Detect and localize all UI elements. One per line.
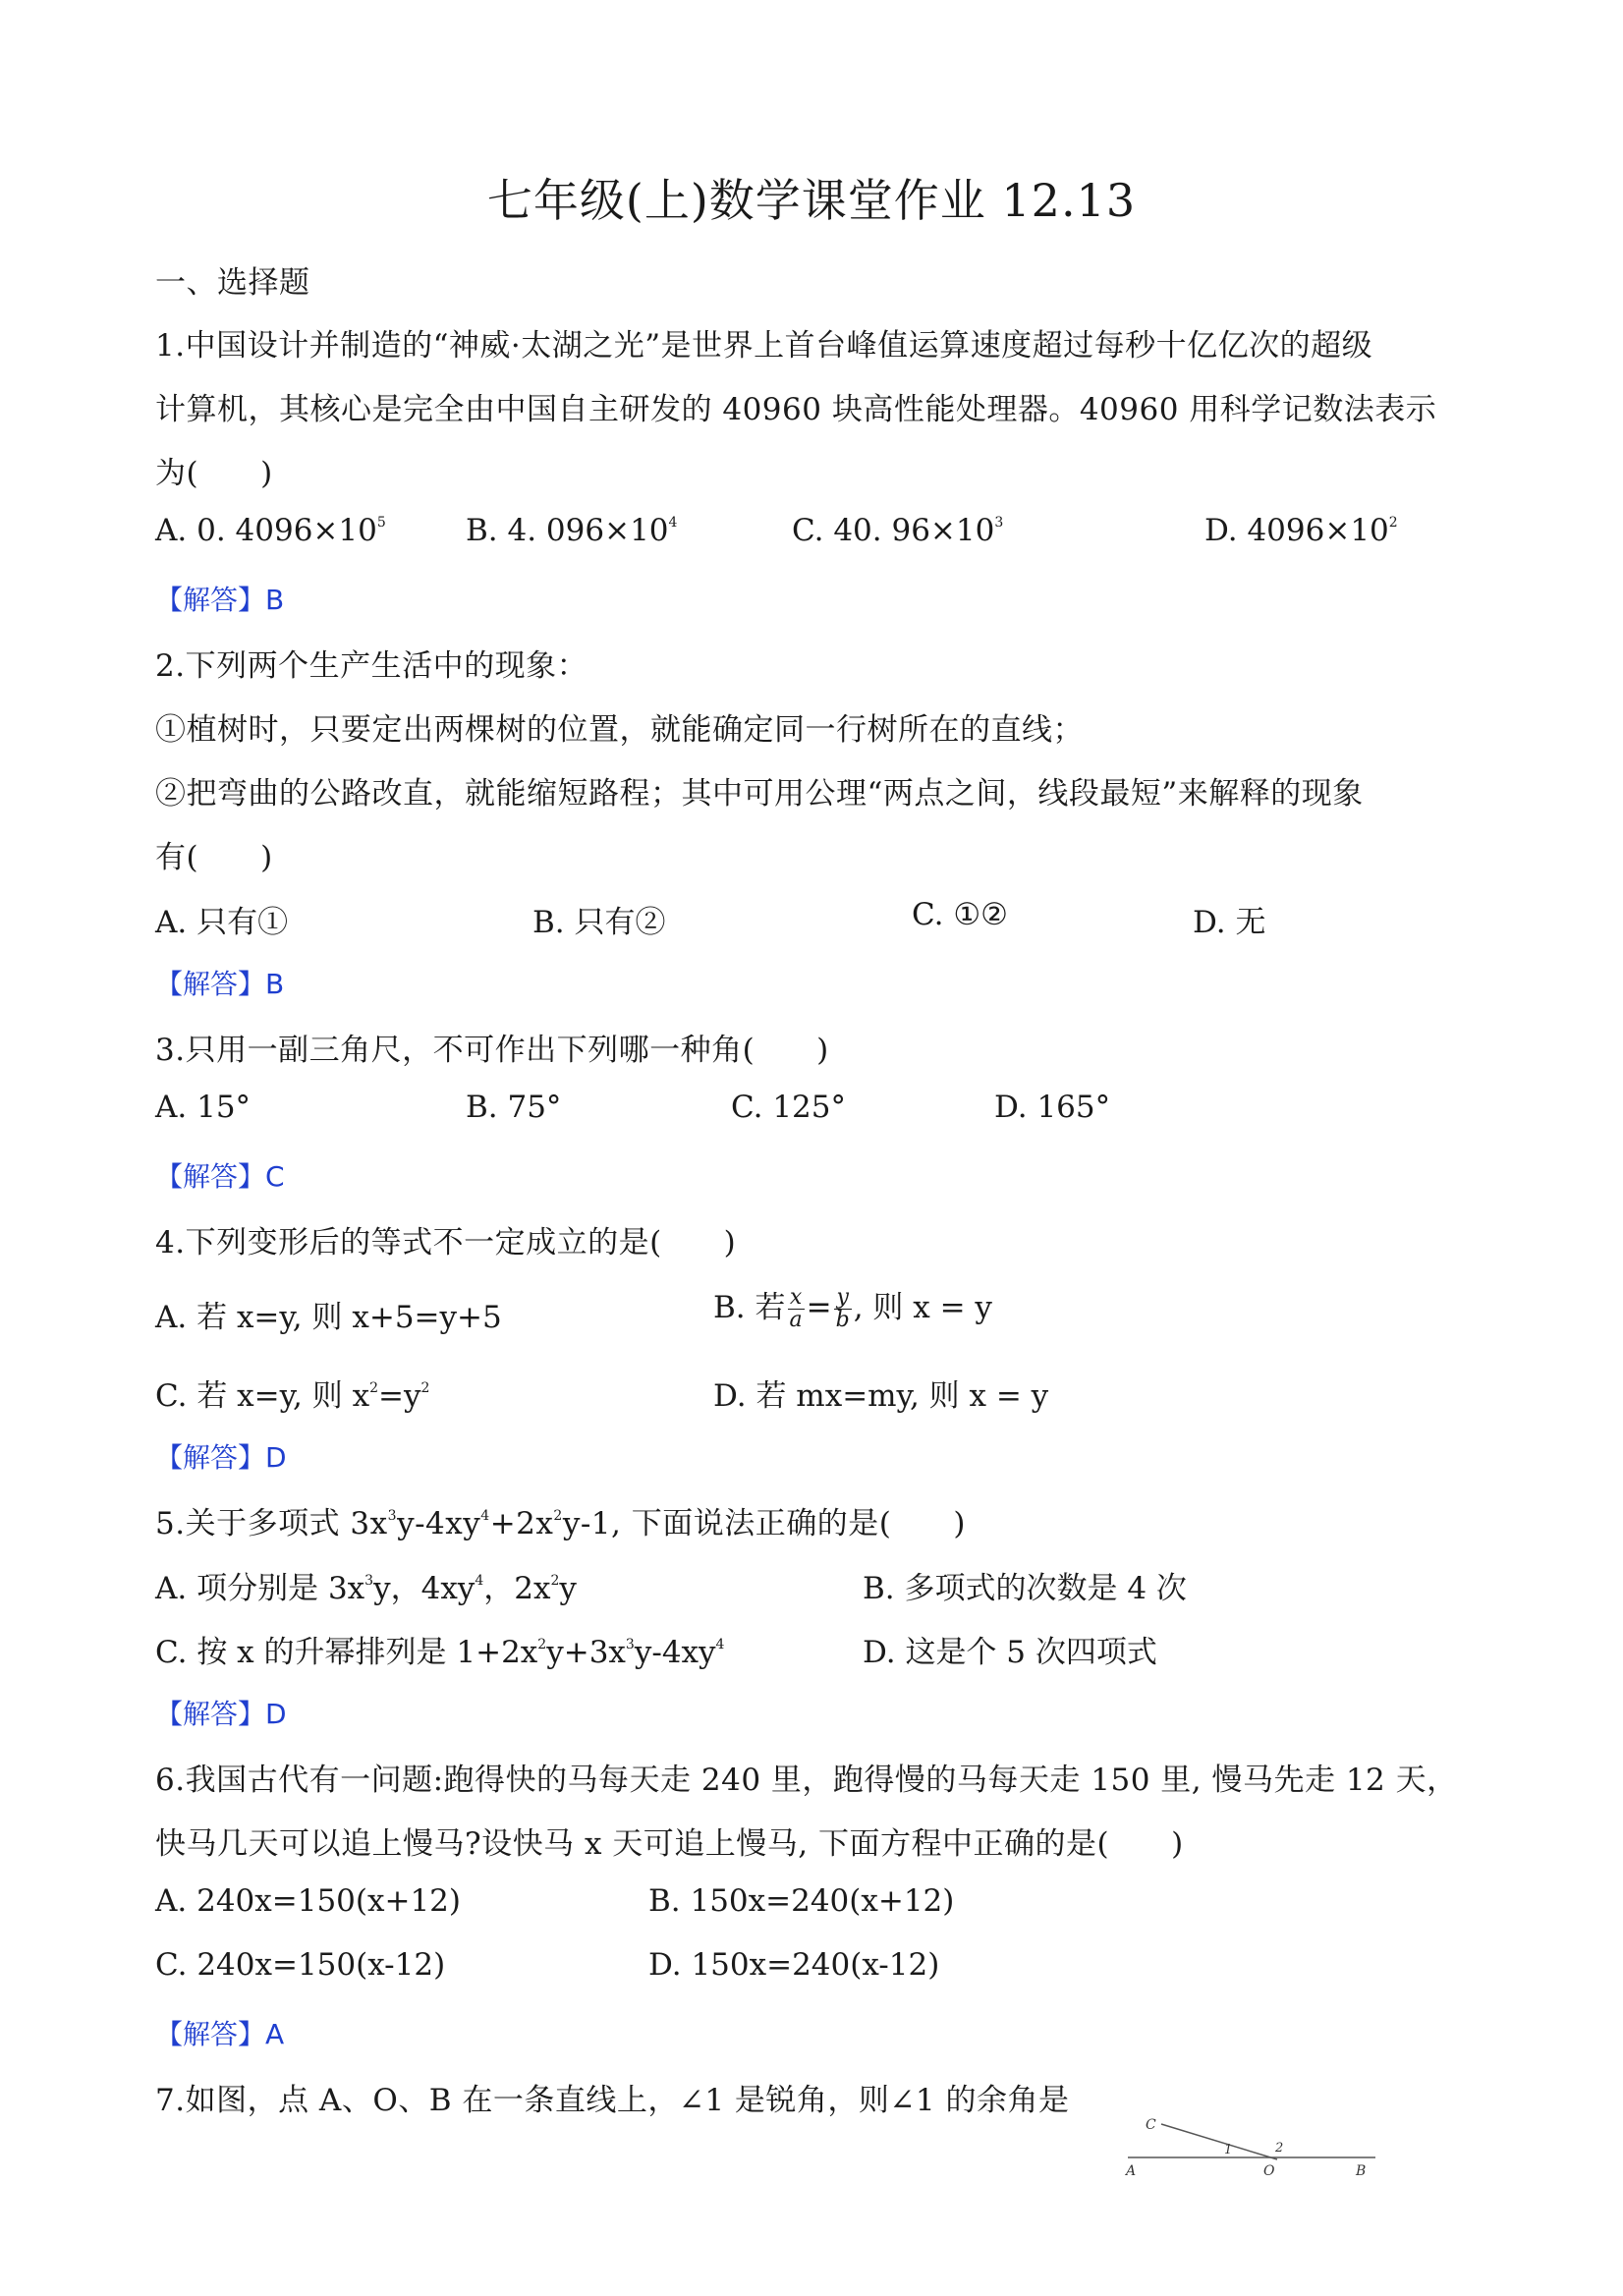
q1-text-line1: 1.中国设计并制造的“神威·太湖之光”是世界上首台峰值运算速度超过每秒十亿亿次的超级 — [155, 328, 1373, 364]
section-heading: 一、选择题 — [155, 265, 310, 301]
q6-text-line1: 6.我国古代有一问题:跑得快的马每天走 240 里，跑得慢的马每天走 150 里, 慢马先走 12 天， — [155, 1763, 1458, 1798]
q6-option-a: A. 240x=150(x+12) — [155, 1883, 461, 1919]
q3-option-c: C. 125° — [731, 1090, 846, 1125]
q5-option-d: D. 这是个 5 次四项式 — [863, 1635, 1157, 1670]
q7-figure — [1110, 2112, 1385, 2181]
q1-option-a: A. 0. $4096\times 10^5$ — [155, 513, 386, 548]
q3-option-d: D. 165° — [994, 1090, 1111, 1125]
q3-option-b: B. 75° — [466, 1090, 562, 1125]
q6-option-b: B. 150x=240(x+12) — [648, 1883, 955, 1919]
page-title: 七年级(上)数学课堂作业 12.13 — [486, 174, 1137, 227]
q1-option-b: B. 4. $096\times 10^4$ — [466, 513, 678, 548]
label-a: A — [1126, 2163, 1137, 2179]
q4-option-c: C. 若 x=y, 则 $x^2=y^2$ — [155, 1378, 430, 1414]
q1-option-c: C. 40. $96\times 10^3$ — [792, 513, 1004, 548]
label-angle-1: 1 — [1224, 2143, 1233, 2157]
q5-option-b: B. 多项式的次数是 4 次 — [863, 1571, 1187, 1606]
q6-option-d: D. 150x=240(x-12) — [648, 1947, 940, 1983]
q5-answer: 【解答】D — [155, 1698, 287, 1730]
q4-option-d: D. 若 mx=my, 则 x = y — [713, 1378, 1049, 1414]
q5-option-c: C. 按 x 的升幂排列是 $1+2x^2y+3x^3y-4xy^4$ — [155, 1635, 725, 1670]
q4-option-a: A. 若 x=y, 则 x+5=y+5 — [155, 1300, 502, 1335]
label-b: B — [1356, 2163, 1367, 2179]
label-c: C — [1146, 2117, 1156, 2133]
q1-option-d: D. $4096\times 10^2$ — [1204, 513, 1398, 548]
q2-text-line3: ②把弯曲的公路改直，就能缩短路程；其中可用公理“两点之间，线段最短”来解释的现象 — [155, 776, 1364, 812]
label-o: O — [1263, 2163, 1275, 2179]
q3-answer: 【解答】C — [155, 1160, 285, 1193]
q5-option-a: A. 项分别是 $3x^3y$，$4xy^4$，$2x^2y$ — [155, 1571, 577, 1606]
q2-answer: 【解答】B — [155, 968, 285, 1000]
q2-text-line4: 有( ) — [155, 840, 273, 875]
q4-option-b: B. 若 $\frac{x}{a}$ = $\frac{y}{b}$ , 则 x = y — [713, 1285, 992, 1332]
fraction-x-over-a: $\frac{x}{a}$ — [789, 1285, 803, 1332]
q4-answer: 【解答】D — [155, 1441, 287, 1474]
q2-text-line1: 2.下列两个生产生活中的现象： — [155, 648, 588, 684]
q1-text-line2: 计算机，其核心是完全由中国自主研发的 40960 块高性能处理器。40960 用科学记数法表示 — [155, 392, 1437, 427]
q3-option-a: A. 15° — [155, 1090, 252, 1125]
q3-text-line1: 3.只用一副三角尺，不可作出下列哪一种角( ) — [155, 1033, 829, 1068]
label-angle-2: 2 — [1275, 2141, 1284, 2156]
q1-answer: 【解答】B — [155, 584, 285, 616]
q7-text-line1: 7.如图，点 A、O、B 在一条直线上，∠1 是锐角，则∠1 的余角是 — [155, 2083, 1070, 2118]
q6-text-line2: 快马几天可以追上慢马?设快马 x 天可追上慢马, 下面方程中正确的是( ) — [155, 1826, 1184, 1862]
q6-option-c: C. 240x=150(x-12) — [155, 1947, 446, 1983]
q2-option-b: B. 只有② — [532, 905, 666, 940]
fraction-y-over-b: $\frac{y}{b}$ — [835, 1285, 850, 1332]
ray-oc — [1161, 2124, 1277, 2159]
q2-option-c: C. ①② — [912, 897, 1008, 932]
q2-text-line2: ①植树时，只要定出两棵树的位置，就能确定同一行树所在的直线； — [155, 712, 1084, 748]
q1-text-line3: 为( ) — [155, 456, 273, 491]
q2-option-a: A. 只有① — [155, 905, 289, 940]
q6-answer: 【解答】A — [155, 2018, 285, 2050]
q4-text-line1: 4.下列变形后的等式不一定成立的是( ) — [155, 1225, 737, 1260]
q2-option-d: D. 无 — [1193, 905, 1266, 940]
q5-text-line1: 5.关于多项式 $3x^3y-4xy^4+2x^2y-1$, 下面说法正确的是( ) — [155, 1506, 966, 1541]
